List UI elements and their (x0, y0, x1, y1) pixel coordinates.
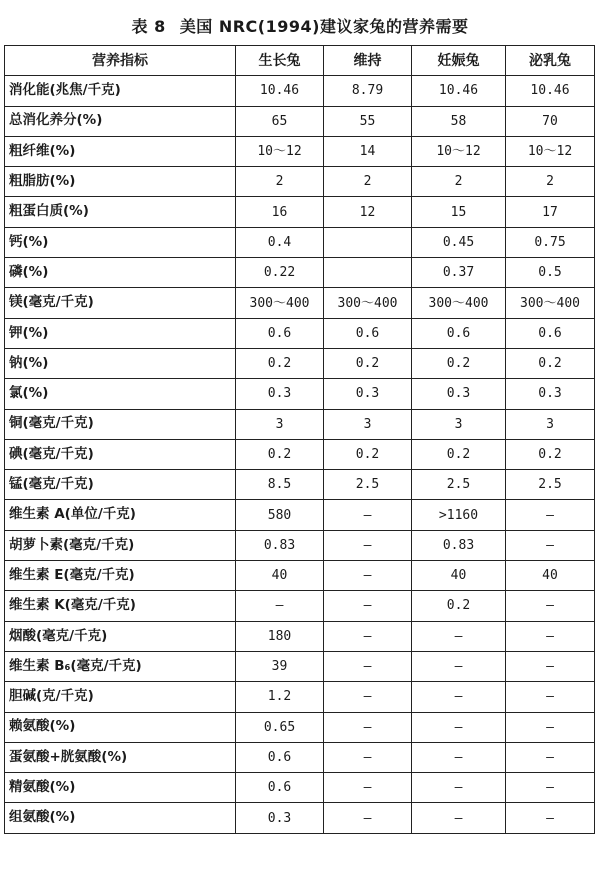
table-row (5, 348, 595, 378)
growing-value-cell: 3 (236, 409, 324, 439)
lactating-value-cell: 3 (506, 409, 595, 439)
table-body (5, 76, 595, 833)
nutrient-name-cell: 镁(毫克/千克) (5, 288, 236, 318)
pregnant-value-cell: 0.37 (412, 258, 506, 288)
lactating-value-cell: — (506, 712, 595, 742)
maintenance-value-cell: — (324, 682, 412, 712)
lactating-value-cell: 0.2 (506, 439, 595, 469)
pregnant-value-cell: 40 (412, 561, 506, 591)
table-row (5, 591, 595, 621)
pregnant-value-cell: 2 (412, 167, 506, 197)
nutrient-name-cell: 维生素 K(毫克/千克) (5, 591, 236, 621)
maintenance-value-cell (324, 227, 412, 257)
lactating-value-cell: 0.2 (506, 348, 595, 378)
maintenance-value-cell: 55 (324, 106, 412, 136)
maintenance-value-cell: — (324, 591, 412, 621)
pregnant-value-cell: 300～400 (412, 288, 506, 318)
nutrient-name-cell: 锰(毫克/千克) (5, 470, 236, 500)
pregnant-value-cell: 0.2 (412, 348, 506, 378)
pregnant-value-cell: — (412, 773, 506, 803)
pregnant-value-cell: 10.46 (412, 76, 506, 106)
lactating-value-cell: — (506, 500, 595, 530)
growing-value-cell: 0.83 (236, 530, 324, 560)
table-row (5, 379, 595, 409)
pregnant-value-cell: 10～12 (412, 136, 506, 166)
pregnant-value-cell: 15 (412, 197, 506, 227)
maintenance-value-cell: — (324, 773, 412, 803)
table-row (5, 530, 595, 560)
nutrient-name-cell: 维生素 B₆(毫克/千克) (5, 651, 236, 681)
growing-value-cell: 10～12 (236, 136, 324, 166)
lactating-value-cell: 300～400 (506, 288, 595, 318)
growing-value-cell: 16 (236, 197, 324, 227)
table-row (5, 773, 595, 803)
table-row (5, 227, 595, 257)
column-header-maintenance: 维持 (324, 46, 412, 76)
lactating-value-cell: — (506, 742, 595, 772)
table-row (5, 76, 595, 106)
growing-value-cell: 8.5 (236, 470, 324, 500)
nutrient-name-cell: 赖氨酸(%) (5, 712, 236, 742)
nutrient-name-cell: 粗纤维(%) (5, 136, 236, 166)
maintenance-value-cell: 12 (324, 197, 412, 227)
lactating-value-cell: — (506, 651, 595, 681)
nutrient-name-cell: 维生素 E(毫克/千克) (5, 561, 236, 591)
table-row (5, 470, 595, 500)
pregnant-value-cell: 0.83 (412, 530, 506, 560)
lactating-value-cell: — (506, 773, 595, 803)
nutrient-name-cell: 粗蛋白质(%) (5, 197, 236, 227)
nutrient-name-cell: 铜(毫克/千克) (5, 409, 236, 439)
nutrient-name-cell: 钠(%) (5, 348, 236, 378)
maintenance-value-cell: 0.2 (324, 439, 412, 469)
lactating-value-cell: 2.5 (506, 470, 595, 500)
pregnant-value-cell: 2.5 (412, 470, 506, 500)
table-row (5, 197, 595, 227)
table-row (5, 136, 595, 166)
lactating-value-cell: — (506, 682, 595, 712)
nutrient-name-cell: 组氨酸(%) (5, 803, 236, 833)
lactating-value-cell: 0.3 (506, 379, 595, 409)
nutrient-name-cell: 烟酸(毫克/千克) (5, 621, 236, 651)
maintenance-value-cell: 2.5 (324, 470, 412, 500)
lactating-value-cell: 10.46 (506, 76, 595, 106)
pregnant-value-cell: 0.2 (412, 591, 506, 621)
table-row (5, 712, 595, 742)
lactating-value-cell: — (506, 591, 595, 621)
column-header-nutrient: 营养指标 (5, 46, 236, 76)
lactating-value-cell: 2 (506, 167, 595, 197)
growing-value-cell: 1.2 (236, 682, 324, 712)
table-caption (0, 14, 600, 37)
nutrient-name-cell: 消化能(兆焦/千克) (5, 76, 236, 106)
maintenance-value-cell: 0.2 (324, 348, 412, 378)
growing-value-cell: 65 (236, 106, 324, 136)
pregnant-value-cell: — (412, 712, 506, 742)
table-row (5, 651, 595, 681)
table-row (5, 258, 595, 288)
table-row (5, 682, 595, 712)
pregnant-value-cell: — (412, 803, 506, 833)
growing-value-cell: 0.3 (236, 379, 324, 409)
lactating-value-cell: 0.75 (506, 227, 595, 257)
nutrient-name-cell: 精氨酸(%) (5, 773, 236, 803)
pregnant-value-cell: 0.45 (412, 227, 506, 257)
maintenance-value-cell: 300～400 (324, 288, 412, 318)
maintenance-value-cell: — (324, 651, 412, 681)
table-row (5, 288, 595, 318)
growing-value-cell: 180 (236, 621, 324, 651)
table-row (5, 318, 595, 348)
nutrient-name-cell: 钙(%) (5, 227, 236, 257)
lactating-value-cell: 40 (506, 561, 595, 591)
growing-value-cell: 0.22 (236, 258, 324, 288)
maintenance-value-cell: — (324, 712, 412, 742)
nutrient-name-cell: 碘(毫克/千克) (5, 439, 236, 469)
table-row (5, 106, 595, 136)
maintenance-value-cell: 2 (324, 167, 412, 197)
table-row (5, 500, 595, 530)
lactating-value-cell: — (506, 621, 595, 651)
growing-value-cell: 0.3 (236, 803, 324, 833)
lactating-value-cell: — (506, 803, 595, 833)
growing-value-cell: 0.6 (236, 742, 324, 772)
growing-value-cell: 0.2 (236, 348, 324, 378)
pregnant-value-cell: — (412, 621, 506, 651)
nutrient-name-cell: 蛋氨酸+胱氨酸(%) (5, 742, 236, 772)
table-number: 表 8 (131, 17, 166, 36)
lactating-value-cell: 0.6 (506, 318, 595, 348)
lactating-value-cell: 0.5 (506, 258, 595, 288)
maintenance-value-cell: 14 (324, 136, 412, 166)
growing-value-cell: 0.6 (236, 318, 324, 348)
maintenance-value-cell: — (324, 621, 412, 651)
table-title: 美国 NRC(1994)建议家兔的营养需要 (179, 17, 469, 36)
maintenance-value-cell: — (324, 561, 412, 591)
nutrient-name-cell: 钾(%) (5, 318, 236, 348)
table-row (5, 439, 595, 469)
nutrient-name-cell: 总消化养分(%) (5, 106, 236, 136)
growing-value-cell: 39 (236, 651, 324, 681)
maintenance-value-cell: 8.79 (324, 76, 412, 106)
table-row (5, 803, 595, 833)
table-header-row (5, 46, 595, 76)
maintenance-value-cell (324, 258, 412, 288)
lactating-value-cell: 17 (506, 197, 595, 227)
nutrient-name-cell: 磷(%) (5, 258, 236, 288)
maintenance-value-cell: 0.6 (324, 318, 412, 348)
nutrient-name-cell: 维生素 A(单位/千克) (5, 500, 236, 530)
maintenance-value-cell: — (324, 530, 412, 560)
growing-value-cell: 0.6 (236, 773, 324, 803)
growing-value-cell: 0.65 (236, 712, 324, 742)
pregnant-value-cell: — (412, 651, 506, 681)
table-row (5, 561, 595, 591)
maintenance-value-cell: 0.3 (324, 379, 412, 409)
pregnant-value-cell: 58 (412, 106, 506, 136)
nutrient-name-cell: 粗脂肪(%) (5, 167, 236, 197)
nutrient-name-cell: 胡萝卜素(毫克/千克) (5, 530, 236, 560)
table-row (5, 742, 595, 772)
pregnant-value-cell: 0.3 (412, 379, 506, 409)
growing-value-cell: 0.4 (236, 227, 324, 257)
pregnant-value-cell: 0.2 (412, 439, 506, 469)
nutrient-requirements-table (4, 45, 595, 834)
table-row (5, 167, 595, 197)
growing-value-cell: 40 (236, 561, 324, 591)
table-row (5, 409, 595, 439)
table-row (5, 621, 595, 651)
pregnant-value-cell: — (412, 742, 506, 772)
lactating-value-cell: 70 (506, 106, 595, 136)
lactating-value-cell: 10～12 (506, 136, 595, 166)
lactating-value-cell: — (506, 530, 595, 560)
maintenance-value-cell: 3 (324, 409, 412, 439)
maintenance-value-cell: — (324, 803, 412, 833)
maintenance-value-cell: — (324, 742, 412, 772)
column-header-growing: 生长兔 (236, 46, 324, 76)
growing-value-cell: — (236, 591, 324, 621)
growing-value-cell: 0.2 (236, 439, 324, 469)
column-header-lactating: 泌乳兔 (506, 46, 595, 76)
growing-value-cell: 580 (236, 500, 324, 530)
pregnant-value-cell: >1160 (412, 500, 506, 530)
growing-value-cell: 10.46 (236, 76, 324, 106)
nutrient-name-cell: 胆碱(克/千克) (5, 682, 236, 712)
column-header-pregnant: 妊娠兔 (412, 46, 506, 76)
growing-value-cell: 300～400 (236, 288, 324, 318)
maintenance-value-cell: — (324, 500, 412, 530)
pregnant-value-cell: 0.6 (412, 318, 506, 348)
pregnant-value-cell: — (412, 682, 506, 712)
nutrient-name-cell: 氯(%) (5, 379, 236, 409)
growing-value-cell: 2 (236, 167, 324, 197)
pregnant-value-cell: 3 (412, 409, 506, 439)
